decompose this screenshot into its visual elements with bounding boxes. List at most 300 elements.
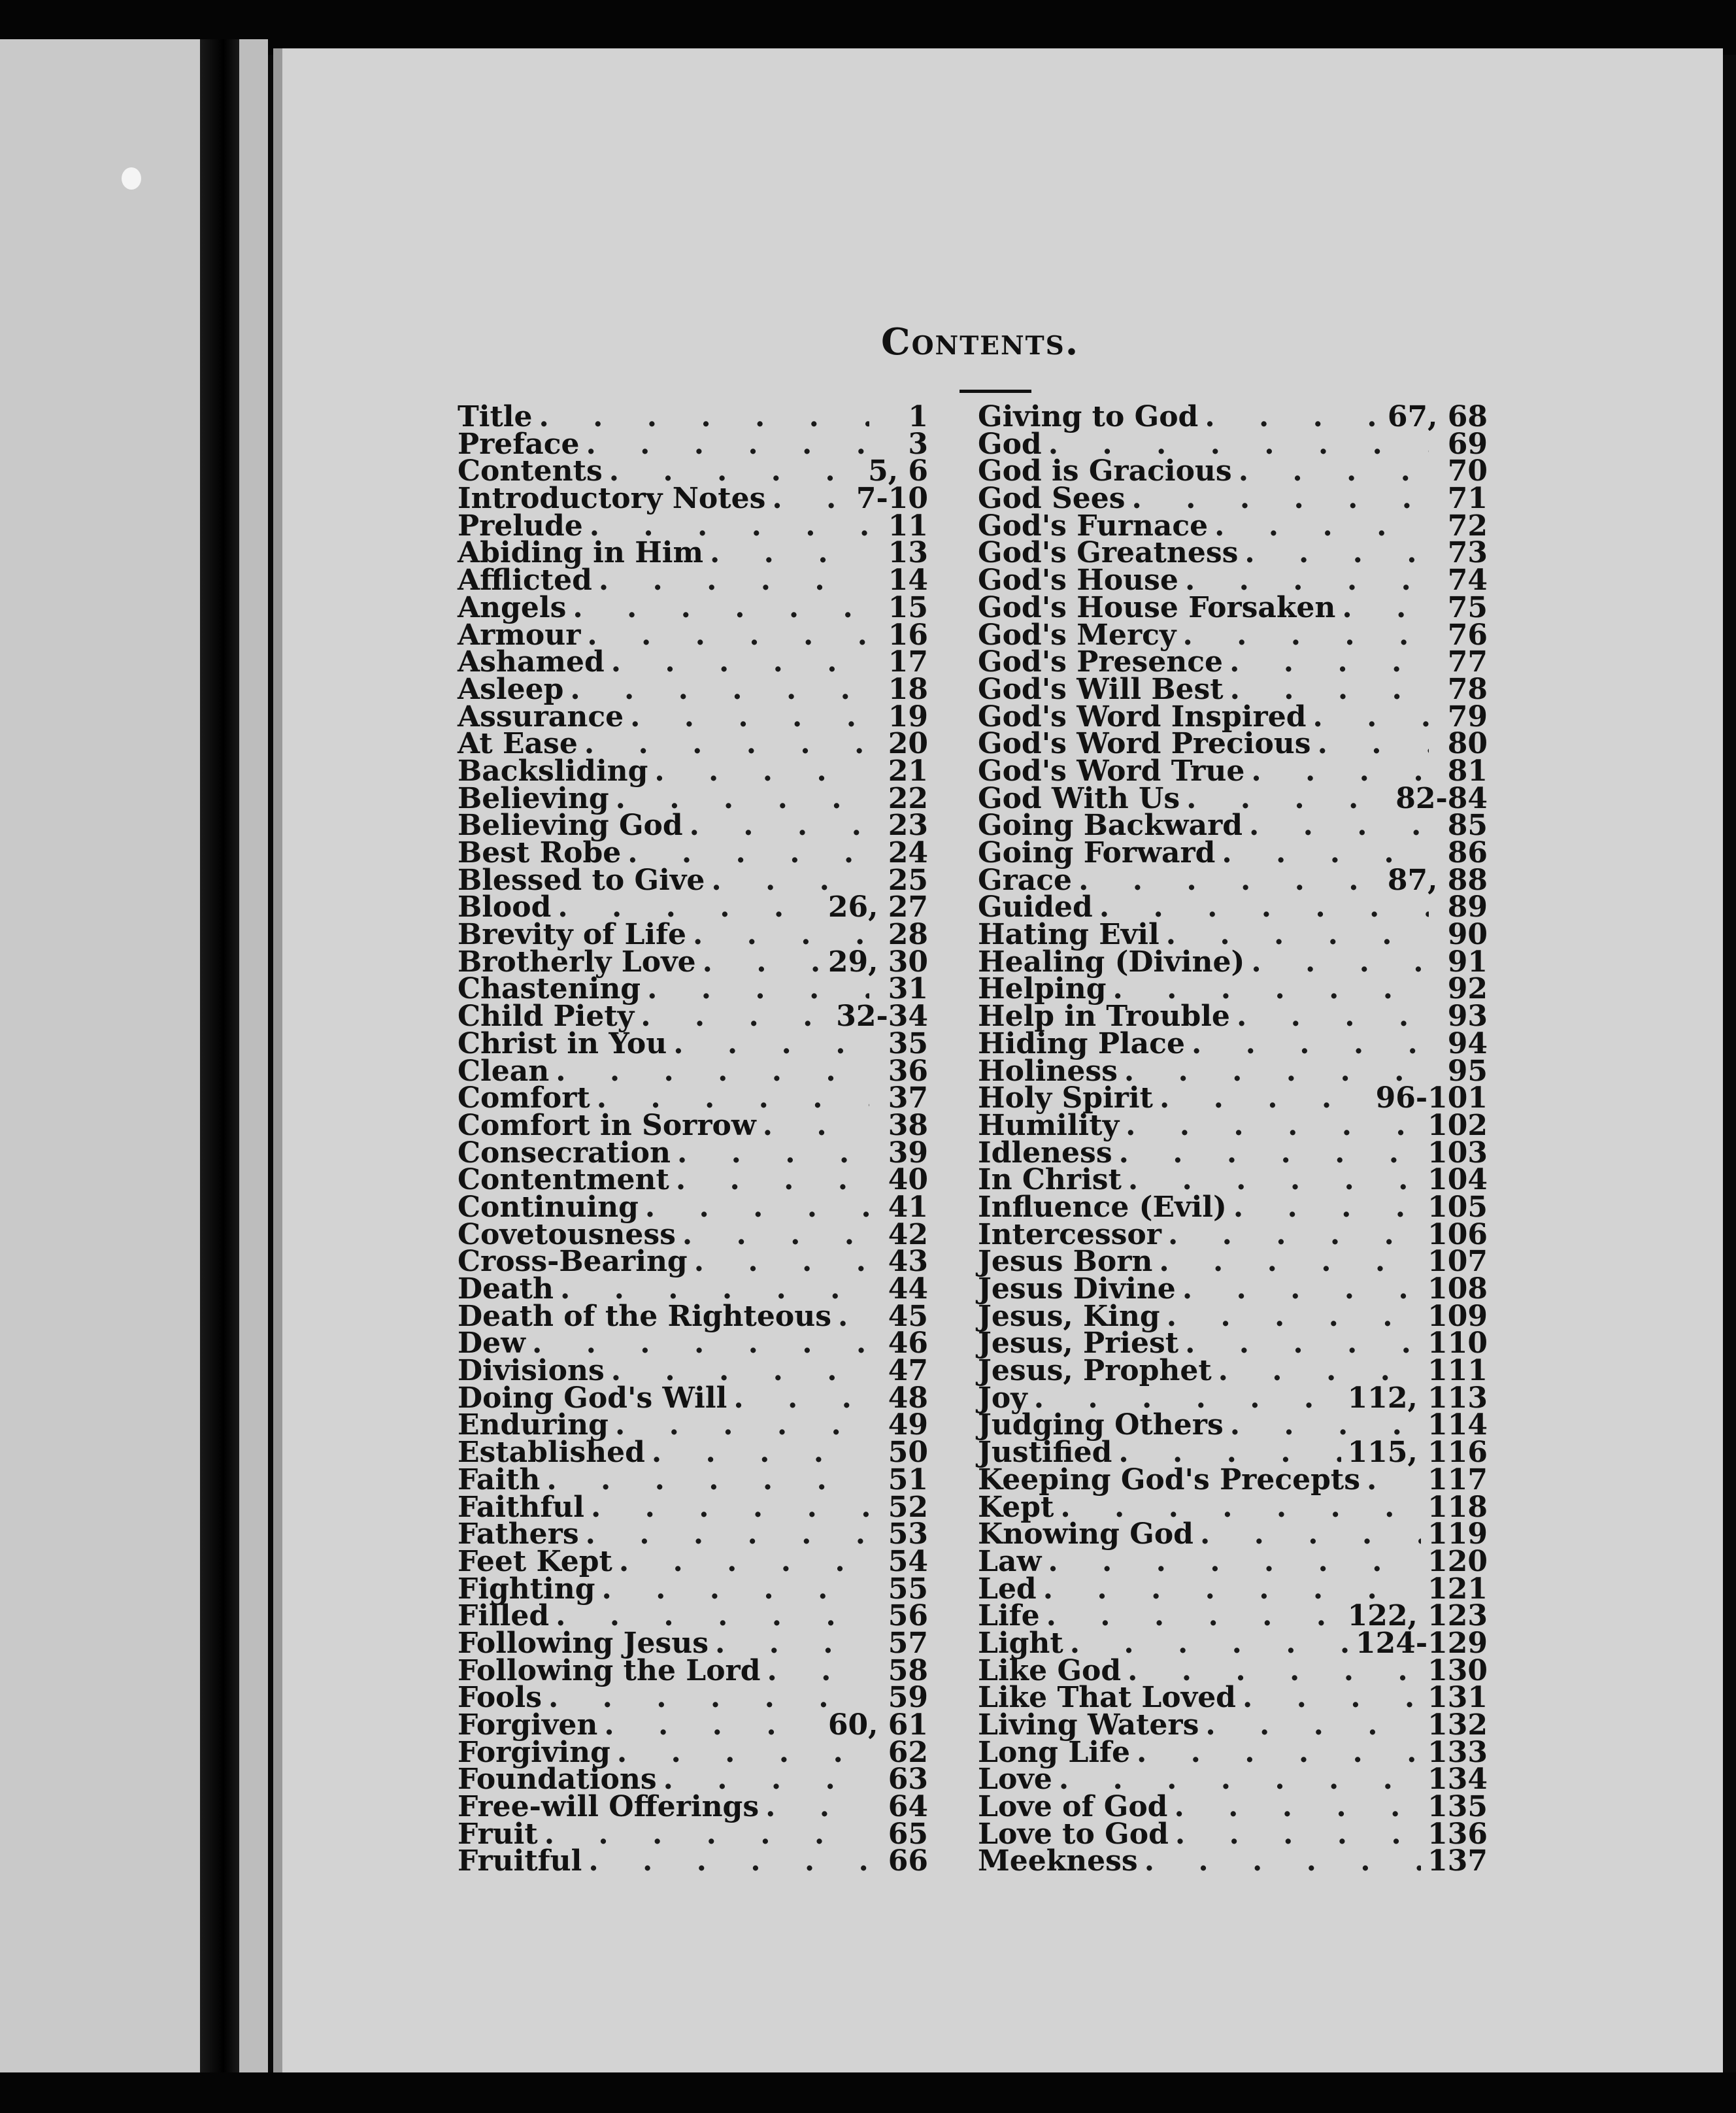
contents-entry	[458, 1026, 928, 1060]
contents-entry	[458, 863, 928, 897]
contents-entry	[458, 1136, 928, 1170]
entry-title: Clean	[458, 1054, 550, 1088]
entry-title: Hiding Place	[978, 1026, 1185, 1060]
entry-page-number: 103	[1427, 1136, 1488, 1170]
contents-entry	[978, 1708, 1488, 1742]
contents-entry	[458, 1844, 928, 1878]
entry-title: Jesus Divine	[978, 1272, 1176, 1306]
entry-page-number: 87, 88	[1387, 863, 1488, 897]
entry-page-number: 54	[888, 1544, 928, 1578]
entry-title: Jesus, Priest	[978, 1327, 1179, 1361]
entry-page-number: 19	[888, 700, 928, 734]
entry-title: Love of God	[978, 1790, 1168, 1824]
entry-title: Best Robe	[458, 836, 622, 870]
contents-entry	[978, 590, 1488, 624]
entry-page-number: 137	[1427, 1844, 1488, 1878]
entry-title: God	[978, 427, 1042, 461]
entry-page-number: 49	[888, 1408, 928, 1442]
contents-entry	[458, 1653, 928, 1687]
entry-title: Preface	[458, 427, 580, 461]
entry-title: Feet Kept	[458, 1544, 612, 1578]
contents-entry	[978, 400, 1488, 433]
entry-title: Title	[458, 400, 533, 433]
contents-entry	[978, 1436, 1488, 1470]
entry-title: Forgiving	[458, 1735, 610, 1769]
entry-page-number: 93	[1447, 1000, 1488, 1034]
contents-entry	[458, 918, 928, 952]
entry-page-number: 131	[1427, 1681, 1488, 1715]
entry-page-number: 45	[888, 1299, 928, 1333]
entry-title: Contents	[458, 454, 603, 488]
entry-title: Contentment	[458, 1163, 669, 1197]
entry-page-number: 135	[1427, 1790, 1488, 1824]
entry-page-number: 90	[1447, 918, 1488, 952]
contents-entry	[458, 564, 928, 598]
entry-page-number: 57	[888, 1626, 928, 1660]
contents-entry	[978, 1653, 1488, 1687]
entry-page-number: 115, 116	[1347, 1436, 1488, 1470]
contents-entry	[458, 1081, 928, 1115]
dot-leader	[1144, 1844, 1421, 1878]
entry-title: God's Word Inspired	[978, 700, 1307, 734]
contents-entry	[978, 1163, 1488, 1197]
entry-page-number: 25	[888, 863, 928, 897]
contents-entry	[458, 1626, 928, 1660]
entry-title: Fruitful	[458, 1844, 582, 1878]
entry-page-number: 44	[888, 1272, 928, 1306]
entry-page-number: 24	[888, 836, 928, 870]
entry-page-number: 111	[1427, 1354, 1488, 1388]
entry-page-number: 48	[888, 1381, 928, 1415]
contents-entry	[458, 700, 928, 734]
contents-entry	[978, 1735, 1488, 1769]
entry-page-number: 64	[888, 1790, 928, 1824]
contents-entry	[458, 1490, 928, 1524]
entry-page-number: 39	[888, 1136, 928, 1170]
contents-entry	[978, 890, 1488, 924]
facing-page-board	[0, 39, 200, 2072]
entry-page-number: 59	[888, 1681, 928, 1715]
entry-page-number: 82-84	[1395, 781, 1488, 815]
entry-title: Assurance	[458, 700, 624, 734]
entry-title: Asleep	[458, 672, 564, 706]
contents-entry	[978, 918, 1488, 952]
entry-title: Believing	[458, 781, 609, 815]
contents-entry	[978, 1517, 1488, 1551]
entry-page-number: 40	[888, 1163, 928, 1197]
entry-title: Going Forward	[978, 836, 1216, 870]
entry-page-number: 120	[1427, 1544, 1488, 1578]
entry-page-number: 73	[1447, 536, 1488, 570]
entry-page-number: 75	[1447, 590, 1488, 624]
contents-entry	[458, 1000, 928, 1034]
contents-entry	[458, 1462, 928, 1496]
entry-title: Meekness	[978, 1844, 1138, 1878]
entry-title: Established	[458, 1436, 645, 1470]
entry-title: Prelude	[458, 509, 583, 543]
contents-entry	[978, 1299, 1488, 1333]
entry-title: God's Greatness	[978, 536, 1239, 570]
entry-title: Abiding in Him	[458, 536, 704, 570]
contents-left-column	[458, 400, 928, 1878]
entry-page-number: 21	[888, 754, 928, 788]
contents-entry	[458, 1217, 928, 1251]
contents-entry	[458, 945, 928, 979]
entry-page-number: 67, 68	[1387, 400, 1488, 433]
entry-page-number: 20	[888, 727, 928, 761]
entry-page-number: 133	[1427, 1735, 1488, 1769]
contents-entry	[978, 1544, 1488, 1578]
entry-page-number: 112, 113	[1347, 1381, 1488, 1415]
entry-page-number: 89	[1447, 890, 1488, 924]
entry-title: Grace	[978, 863, 1073, 897]
contents-entry	[978, 700, 1488, 734]
entry-title: Dew	[458, 1327, 526, 1361]
entry-page-number: 124-129	[1356, 1626, 1488, 1660]
contents-entry	[978, 1354, 1488, 1388]
entry-page-number: 28	[888, 918, 928, 952]
contents-entry	[458, 1708, 928, 1742]
entry-title: Love	[978, 1763, 1052, 1797]
page-edge-strip	[239, 39, 268, 2072]
contents-entry	[978, 809, 1488, 843]
entry-page-number: 29, 30	[827, 945, 928, 979]
entry-title: Like God	[978, 1653, 1122, 1687]
entry-title: Afflicted	[458, 564, 592, 598]
entry-page-number: 16	[888, 618, 928, 652]
contents-entry	[458, 754, 928, 788]
contents-entry	[458, 1735, 928, 1769]
entry-page-number: 106	[1427, 1217, 1488, 1251]
entry-page-number: 134	[1427, 1763, 1488, 1797]
entry-page-number: 56	[888, 1599, 928, 1633]
contents-entry	[458, 645, 928, 679]
entry-page-number: 58	[888, 1653, 928, 1687]
entry-title: Covetousness	[458, 1217, 676, 1251]
entry-page-number: 117	[1427, 1462, 1488, 1496]
contents-entry	[978, 863, 1488, 897]
contents-entry	[458, 482, 928, 516]
entry-page-number: 23	[888, 809, 928, 843]
entry-title: Angels	[458, 590, 567, 624]
contents-entry	[458, 590, 928, 624]
contents-entry	[458, 618, 928, 652]
entry-page-number: 55	[888, 1572, 928, 1606]
entry-title: Child Piety	[458, 1000, 635, 1034]
contents-entry	[978, 1026, 1488, 1060]
entry-title: Introductory Notes	[458, 482, 766, 516]
entry-title: Death	[458, 1272, 554, 1306]
entry-title: Fighting	[458, 1572, 595, 1606]
contents-entry	[458, 727, 928, 761]
entry-page-number: 107	[1427, 1245, 1488, 1279]
entry-title: Forgiven	[458, 1708, 598, 1742]
contents-entry	[458, 1436, 928, 1470]
contents-entry	[458, 1817, 928, 1851]
entry-title: Like That Loved	[978, 1681, 1236, 1715]
entry-title: Guided	[978, 890, 1093, 924]
entry-page-number: 104	[1427, 1163, 1488, 1197]
entry-title: Humility	[978, 1108, 1120, 1142]
contents-entry	[978, 1217, 1488, 1251]
entry-page-number: 22	[888, 781, 928, 815]
entry-page-number: 17	[888, 645, 928, 679]
entry-title: Brotherly Love	[458, 945, 696, 979]
entry-title: Fruit	[458, 1817, 538, 1851]
entry-title: Knowing God	[978, 1517, 1194, 1551]
entry-title: Justified	[978, 1436, 1112, 1470]
entry-page-number: 70	[1447, 454, 1488, 488]
page-edge-shadow	[273, 48, 282, 2072]
entry-title: Consecration	[458, 1136, 671, 1170]
entry-page-number: 35	[888, 1026, 928, 1060]
entry-page-number: 102	[1427, 1108, 1488, 1142]
entry-title: Fools	[458, 1681, 542, 1715]
contents-right-column	[978, 400, 1488, 1878]
entry-title: Help in Trouble	[978, 1000, 1230, 1034]
entry-page-number: 66	[888, 1844, 928, 1878]
entry-page-number: 91	[1447, 945, 1488, 979]
entry-title: Jesus, King	[978, 1299, 1160, 1333]
contents-entry	[458, 1544, 928, 1578]
entry-title: God's Mercy	[978, 618, 1177, 652]
entry-page-number: 92	[1447, 972, 1488, 1006]
contents-entry	[978, 1327, 1488, 1361]
contents-entry	[978, 972, 1488, 1006]
contents-entry	[978, 1408, 1488, 1442]
entry-title: Backsliding	[458, 754, 648, 788]
scan-bottom-border	[0, 2072, 1736, 2113]
entry-title: God's House Forsaken	[978, 590, 1336, 624]
entry-title: Living Waters	[978, 1708, 1199, 1742]
contents-entry	[458, 972, 928, 1006]
entry-page-number: 36	[888, 1054, 928, 1088]
entry-page-number: 78	[1447, 672, 1488, 706]
contents-entry	[458, 1190, 928, 1224]
entry-page-number: 32-34	[836, 1000, 928, 1034]
contents-entry	[458, 1354, 928, 1388]
binding-gutter	[200, 39, 239, 2072]
contents-entry	[978, 754, 1488, 788]
contents-entry	[978, 536, 1488, 570]
entry-title: Foundations	[458, 1763, 657, 1797]
entry-page-number: 71	[1447, 482, 1488, 516]
entry-page-number: 14	[888, 564, 928, 598]
entry-title: Influence (Evil)	[978, 1190, 1227, 1224]
entry-page-number: 5, 6	[868, 454, 928, 488]
entry-page-number: 69	[1447, 427, 1488, 461]
contents-entry	[978, 1844, 1488, 1878]
entry-page-number: 108	[1427, 1272, 1488, 1306]
entry-title: Intercessor	[978, 1217, 1161, 1251]
entry-page-number: 15	[888, 590, 928, 624]
contents-entry	[458, 1108, 928, 1142]
entry-title: Helping	[978, 972, 1107, 1006]
entry-page-number: 132	[1427, 1708, 1488, 1742]
contents-entry	[978, 1108, 1488, 1142]
entry-page-number: 42	[888, 1217, 928, 1251]
entry-title: Following Jesus	[458, 1626, 709, 1660]
entry-title: Led	[978, 1572, 1037, 1606]
entry-title: Law	[978, 1544, 1042, 1578]
entry-title: Kept	[978, 1490, 1054, 1524]
entry-title: Holiness	[978, 1054, 1118, 1088]
dot-leader	[588, 1844, 869, 1878]
entry-page-number: 96-101	[1375, 1081, 1488, 1115]
contents-entry	[978, 1381, 1488, 1415]
contents-entry	[978, 1599, 1488, 1633]
entry-page-number: 7-10	[856, 482, 928, 516]
contents-entry	[978, 618, 1488, 652]
entry-title: Enduring	[458, 1408, 609, 1442]
contents-entry	[978, 509, 1488, 543]
entry-page-number: 13	[888, 536, 928, 570]
entry-title: God's House	[978, 564, 1178, 598]
entry-page-number: 51	[888, 1462, 928, 1496]
contents-entry	[458, 1763, 928, 1797]
entry-title: Fathers	[458, 1517, 579, 1551]
contents-entry	[978, 1136, 1488, 1170]
entry-title: Judging Others	[978, 1408, 1224, 1442]
contents-entry	[978, 1790, 1488, 1824]
entry-title: Brevity of Life	[458, 918, 687, 952]
entry-page-number: 122, 123	[1347, 1599, 1488, 1633]
entry-page-number: 62	[888, 1735, 928, 1769]
entry-title: God's Furnace	[978, 509, 1209, 543]
entry-page-number: 110	[1427, 1327, 1488, 1361]
contents-entry	[458, 454, 928, 488]
entry-title: Blessed to Give	[458, 863, 705, 897]
contents-entry	[458, 1572, 928, 1606]
contents-entry	[458, 1517, 928, 1551]
contents-entry	[978, 727, 1488, 761]
entry-page-number: 46	[888, 1327, 928, 1361]
contents-entry	[978, 482, 1488, 516]
contents-entry	[458, 1299, 928, 1333]
entry-page-number: 79	[1447, 700, 1488, 734]
entry-title: God is Gracious	[978, 454, 1232, 488]
entry-page-number: 60, 61	[827, 1708, 928, 1742]
contents-entry	[458, 1054, 928, 1088]
entry-title: Christ in You	[458, 1026, 667, 1060]
entry-title: Joy	[978, 1381, 1027, 1415]
entry-page-number: 26, 27	[827, 890, 928, 924]
entry-title: God's Word True	[978, 754, 1245, 788]
entry-title: Jesus Born	[978, 1245, 1153, 1279]
contents-entry	[458, 890, 928, 924]
contents-entry	[978, 1245, 1488, 1279]
entry-title: Armour	[458, 618, 581, 652]
entry-title: Keeping God's Precepts	[978, 1462, 1360, 1496]
contents-entry	[978, 945, 1488, 979]
contents-entry	[978, 1817, 1488, 1851]
entry-page-number: 77	[1447, 645, 1488, 679]
entry-title: Following the Lord	[458, 1653, 761, 1687]
entry-page-number: 80	[1447, 727, 1488, 761]
entry-title: Love to God	[978, 1817, 1169, 1851]
contents-entry	[978, 1081, 1488, 1115]
entry-page-number: 3	[908, 427, 928, 461]
entry-page-number: 74	[1447, 564, 1488, 598]
contents-entry	[458, 836, 928, 870]
contents-entry	[458, 1790, 928, 1824]
entry-page-number: 53	[888, 1517, 928, 1551]
entry-title: Blood	[458, 890, 552, 924]
contents-entry	[458, 536, 928, 570]
entry-page-number: 81	[1447, 754, 1488, 788]
entry-title: Comfort in Sorrow	[458, 1108, 756, 1142]
contents-entry	[978, 1626, 1488, 1660]
contents-entry	[978, 1190, 1488, 1224]
contents-entry	[458, 781, 928, 815]
entry-title: Filled	[458, 1599, 550, 1633]
entry-page-number: 85	[1447, 809, 1488, 843]
entry-page-number: 31	[888, 972, 928, 1006]
entry-page-number: 114	[1427, 1408, 1488, 1442]
entry-page-number: 86	[1447, 836, 1488, 870]
entry-page-number: 109	[1427, 1299, 1488, 1333]
entry-page-number: 50	[888, 1436, 928, 1470]
entry-page-number: 105	[1427, 1190, 1488, 1224]
contents-entry	[978, 427, 1488, 461]
entry-title: Light	[978, 1626, 1063, 1660]
contents-entry	[458, 672, 928, 706]
entry-title: In Christ	[978, 1163, 1122, 1197]
contents-entry	[978, 672, 1488, 706]
contents-entry	[978, 836, 1488, 870]
entry-page-number: 95	[1447, 1054, 1488, 1088]
entry-title: God With Us	[978, 781, 1180, 815]
contents-entry	[978, 1054, 1488, 1088]
contents-entry	[458, 1163, 928, 1197]
contents-heading: Contents.	[881, 320, 1080, 363]
contents-entry	[458, 427, 928, 461]
entry-title: Long Life	[978, 1735, 1130, 1769]
entry-page-number: 43	[888, 1245, 928, 1279]
entry-page-number: 41	[888, 1190, 928, 1224]
entry-page-number: 72	[1447, 509, 1488, 543]
contents-entry	[458, 1681, 928, 1715]
entry-title: Doing God's Will	[458, 1381, 727, 1415]
contents-entry	[978, 564, 1488, 598]
entry-page-number: 76	[1447, 618, 1488, 652]
entry-title: Healing (Divine)	[978, 945, 1245, 979]
entry-title: God's Word Precious	[978, 727, 1311, 761]
contents-entry	[458, 509, 928, 543]
contents-entry	[978, 1272, 1488, 1306]
contents-entry	[978, 645, 1488, 679]
contents-entry	[458, 1599, 928, 1633]
heading-rule	[960, 390, 1031, 393]
entry-page-number: 119	[1427, 1517, 1488, 1551]
entry-title: Hating Evil	[978, 918, 1160, 952]
entry-title: Cross-Bearing	[458, 1245, 688, 1279]
entry-title: Holy Spirit	[978, 1081, 1153, 1115]
entry-title: God's Will Best	[978, 672, 1224, 706]
entry-title: Giving to God	[978, 400, 1199, 433]
entry-title: Comfort	[458, 1081, 590, 1115]
entry-page-number: 47	[888, 1354, 928, 1388]
contents-entry	[458, 1272, 928, 1306]
contents-entry	[458, 809, 928, 843]
contents-entry	[458, 1381, 928, 1415]
entry-page-number: 130	[1427, 1653, 1488, 1687]
entry-page-number: 18	[888, 672, 928, 706]
entry-page-number: 11	[888, 509, 928, 543]
entry-page-number: 136	[1427, 1817, 1488, 1851]
entry-title: Faithful	[458, 1490, 585, 1524]
entry-page-number: 63	[888, 1763, 928, 1797]
